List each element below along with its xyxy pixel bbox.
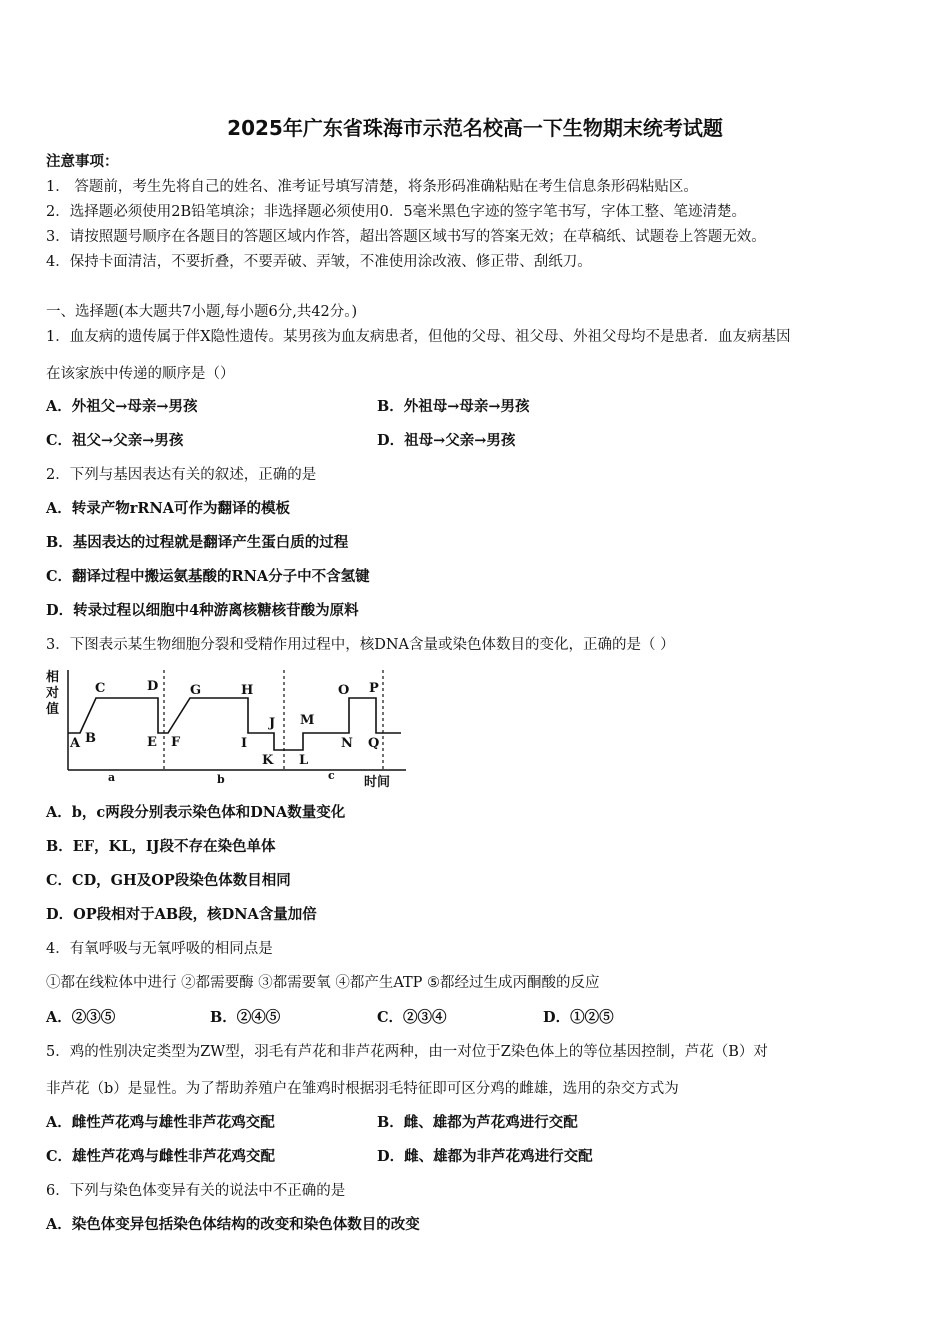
segment-label: c: [328, 769, 335, 782]
q1-stem-line1: 1．血友病的遗传属于伴X隐性遗传。某男孩为血友病患者，但他的父母、祖父母、外祖父母均不是患者．血友病基因: [46, 329, 791, 345]
q5-option-c: C．雄性芦花鸡与雌性非芦花鸡交配: [46, 1148, 276, 1165]
q3-option-a: A．b，c两段分别表示染色体和DNA数量变化: [46, 804, 346, 821]
q5-option-b: B．雌、雄都为芦花鸡进行交配: [377, 1114, 578, 1131]
point-label: M: [300, 713, 315, 728]
q3-option-d: D．OP段相对于AB段，核DNA含量加倍: [46, 906, 317, 923]
q4-option-a: A．②③⑤: [46, 1009, 116, 1026]
segment-label: b: [217, 773, 225, 786]
point-label: J: [269, 716, 276, 731]
q5-option-a: A．雌性芦花鸡与雄性非芦花鸡交配: [46, 1114, 275, 1131]
ylabel-char: 相: [46, 670, 60, 685]
page-title: 2025年广东省珠海市示范名校高一下生物期末统考试题: [227, 116, 723, 140]
q4-statements: ①都在线粒体中进行 ②都需要酶 ③都需要氧 ④都产生ATP ⑤都经过生成丙酮酸的反应: [46, 975, 600, 991]
point-label: G: [190, 683, 202, 698]
q2-option-a: A．转录产物rRNA可作为翻译的模板: [46, 500, 290, 517]
segment-label: a: [108, 771, 116, 784]
point-label: E: [147, 735, 157, 750]
q2-stem: 2．下列与基因表达有关的叙述，正确的是: [46, 467, 317, 483]
point-label: L: [299, 753, 309, 768]
q2-option-b: B．基因表达的过程就是翻译产生蛋白质的过程: [46, 534, 349, 551]
ylabel-char: 值: [46, 702, 60, 717]
q3-option-c: C．CD，GH及OP段染色体数目相同: [46, 872, 291, 889]
q2-option-d: D．转录过程以细胞中4种游离核糖核苷酸为原料: [46, 602, 359, 619]
point-label: O: [338, 683, 350, 698]
notice-item: 1． 答题前，考生先将自己的姓名、准考证号填写清楚，将条形码准确粘贴在考生信息条形码粘贴区。: [46, 179, 698, 195]
point-label: P: [369, 681, 379, 696]
q6-option-a: A．染色体变异包括染色体结构的改变和染色体数目的改变: [46, 1216, 420, 1233]
xlabel: 时间: [364, 775, 391, 790]
q6-stem: 6．下列与染色体变异有关的说法中不正确的是: [46, 1183, 346, 1199]
q3-figure: [44, 665, 409, 790]
point-label: Q: [368, 736, 380, 751]
point-label: F: [171, 735, 181, 750]
point-label: K: [262, 753, 274, 768]
q4-option-c: C．②③④: [377, 1009, 447, 1026]
q4-option-b: B．②④⑤: [210, 1009, 281, 1026]
point-label: N: [341, 736, 353, 751]
q2-option-c: C．翻译过程中搬运氨基酸的RNA分子中不含氢键: [46, 568, 370, 585]
q5-option-d: D．雌、雄都为非芦花鸡进行交配: [377, 1148, 593, 1165]
notice-heading: 注意事项：: [46, 153, 119, 170]
q1-option-d: D．祖母→父亲→男孩: [377, 432, 516, 449]
point-label: I: [241, 736, 248, 751]
q1-option-c: C．祖父→父亲→男孩: [46, 432, 184, 449]
point-label: C: [95, 681, 106, 696]
notice-item: 3．请按照题号顺序在各题目的答题区域内作答，超出答题区域书写的答案无效；在草稿纸、试题卷上答题无效。: [46, 229, 766, 245]
q5-stem-line2: 非芦花（b）是显性。为了帮助养殖户在雏鸡时根据羽毛特征即可区分鸡的雌雄，选用的杂交方式为: [46, 1081, 679, 1097]
q4-stem: 4．有氧呼吸与无氧呼吸的相同点是: [46, 941, 273, 957]
q1-stem-line2: 在该家族中传递的顺序是（）: [46, 366, 235, 382]
point-label: A: [70, 736, 81, 751]
q5-stem-line1: 5．鸡的性别决定类型为ZW型，羽毛有芦花和非芦花两种，由一对位于Z染色体上的等位基因控制，芦花（B）对: [46, 1044, 768, 1060]
point-label: H: [241, 683, 254, 698]
q3-stem: 3．下图表示某生物细胞分裂和受精作用过程中，核DNA含量或染色体数目的变化，正确的是（ ）: [46, 637, 675, 653]
q1-option-a: A．外祖父→母亲→男孩: [46, 398, 198, 415]
q1-option-b: B．外祖母→母亲→男孩: [377, 398, 530, 415]
q4-option-d: D．①②⑤: [543, 1009, 614, 1026]
ylabel-char: 对: [46, 686, 60, 701]
section-heading: 一、选择题(本大题共7小题,每小题6分,共42分。): [46, 304, 358, 320]
point-label: D: [147, 679, 159, 694]
q3-option-b: B．EF，KL，IJ段不存在染色单体: [46, 838, 276, 855]
notice-item: 2．选择题必须使用2B铅笔填涂；非选择题必须使用0．5毫米黑色字迹的签字笔书写，字体工整、笔迹清楚。: [46, 204, 747, 220]
notice-item: 4．保持卡面清洁，不要折叠，不要弄破、弄皱，不准使用涂改液、修正带、刮纸刀。: [46, 254, 592, 270]
point-label: B: [85, 731, 96, 746]
